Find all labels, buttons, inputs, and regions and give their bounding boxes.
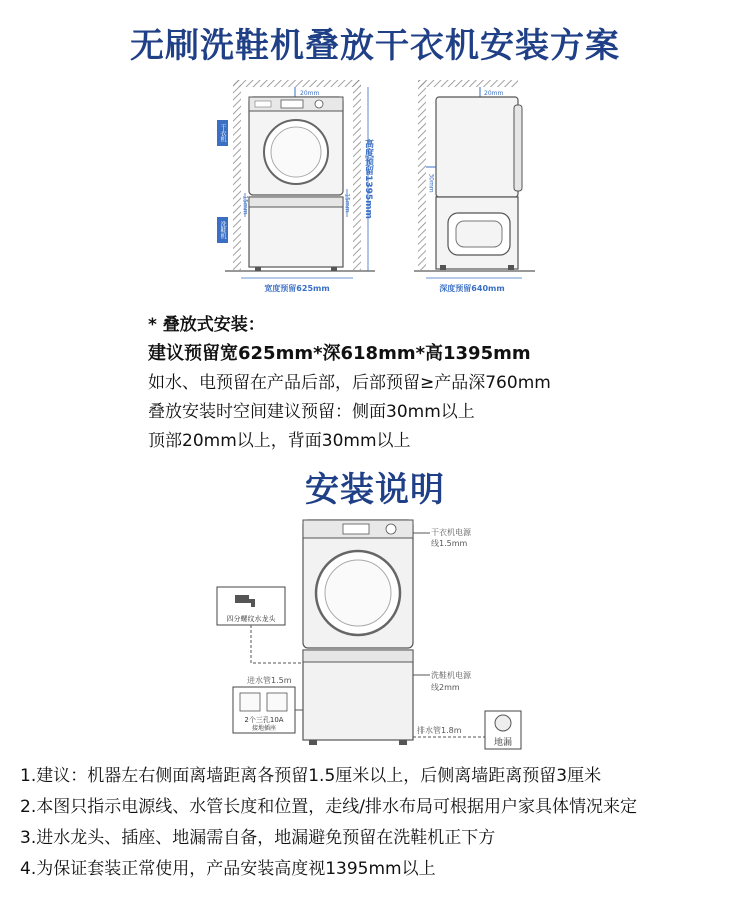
spec-size: 建议预留宽625mm*深618mm*高1395mm [148,343,531,364]
left-wall [233,80,241,270]
socket-label-2: 接地插座 [251,725,277,732]
side-installation-diagram [410,75,540,295]
install-diagram [205,515,545,755]
dryer-side-label: 干衣机 [219,124,226,142]
tap-label: 四分螺纹水龙头 [226,615,276,623]
washer-side-label: 洗鞋机 [219,221,226,239]
spec-line-2: 叠放安装时空间建议预留：侧面30mm以上 [148,402,475,422]
front-top-gap-label: 20mm [300,90,320,97]
height-reserve-label: 高度预留1395mm [363,139,373,219]
socket-icon-1 [240,693,260,711]
note-3: 3.进水龙头、插座、地漏需自备，地漏避免预留在洗鞋机正下方 [20,828,496,848]
right-wall [353,80,361,270]
note-2: 2.本图只指示电源线、水管长度和位置，走线/排水布局可根据用户家具体情况来定 [20,797,637,817]
install-shoe-washer [303,650,413,740]
side-top-gap-label: 20mm [484,90,504,97]
back-gap-label: 30mm [427,173,435,193]
drain-pipe-label: 排水管1.8m [417,726,462,735]
washer-cord-label-1: 洗鞋机电源 [431,671,471,680]
back-wall [418,80,426,270]
socket-icon-2 [267,693,287,711]
front-installation-diagram [215,75,380,295]
note-1: 1.建议：机器左右侧面离墙距离各预留1.5厘米以上，后侧离墙距离预留3厘米 [20,766,602,786]
gap-left-label: 15mm [241,195,249,215]
depth-reserve-label: 深度预留640mm [439,284,505,293]
socket-label-1: 2个三孔10A [244,716,284,724]
install-title: 安装说明 [305,470,445,510]
spec-line-3: 顶部20mm以上，背面30mm以上 [148,431,411,451]
page-title: 无刷洗鞋机叠放干衣机安装方案 [130,26,620,66]
note-4: 4.为保证套装正常使用，产品安装高度视1395mm以上 [20,859,436,879]
width-reserve-label: 宽度预留625mm [264,284,330,293]
washer-cord-label-2: 线2mm [431,683,460,692]
dryer-side [436,97,518,197]
floor-drain-label: 地漏 [493,738,513,748]
dryer-cord-label-2: 线1.5mm [431,539,468,548]
inlet-pipe-label: 进水管1.5m [247,676,292,685]
spec-heading: * 叠放式安装： [148,315,265,335]
side-ceiling [418,80,518,87]
floor-drain-icon [495,715,511,731]
spec-line-1: 如水、电预留在产品后部，后部预留≥产品深760mm [148,373,551,393]
gap-right-label: 15mm [343,193,351,213]
ceiling [233,80,361,87]
dryer-cord-label-1: 干衣机电源 [431,528,471,537]
